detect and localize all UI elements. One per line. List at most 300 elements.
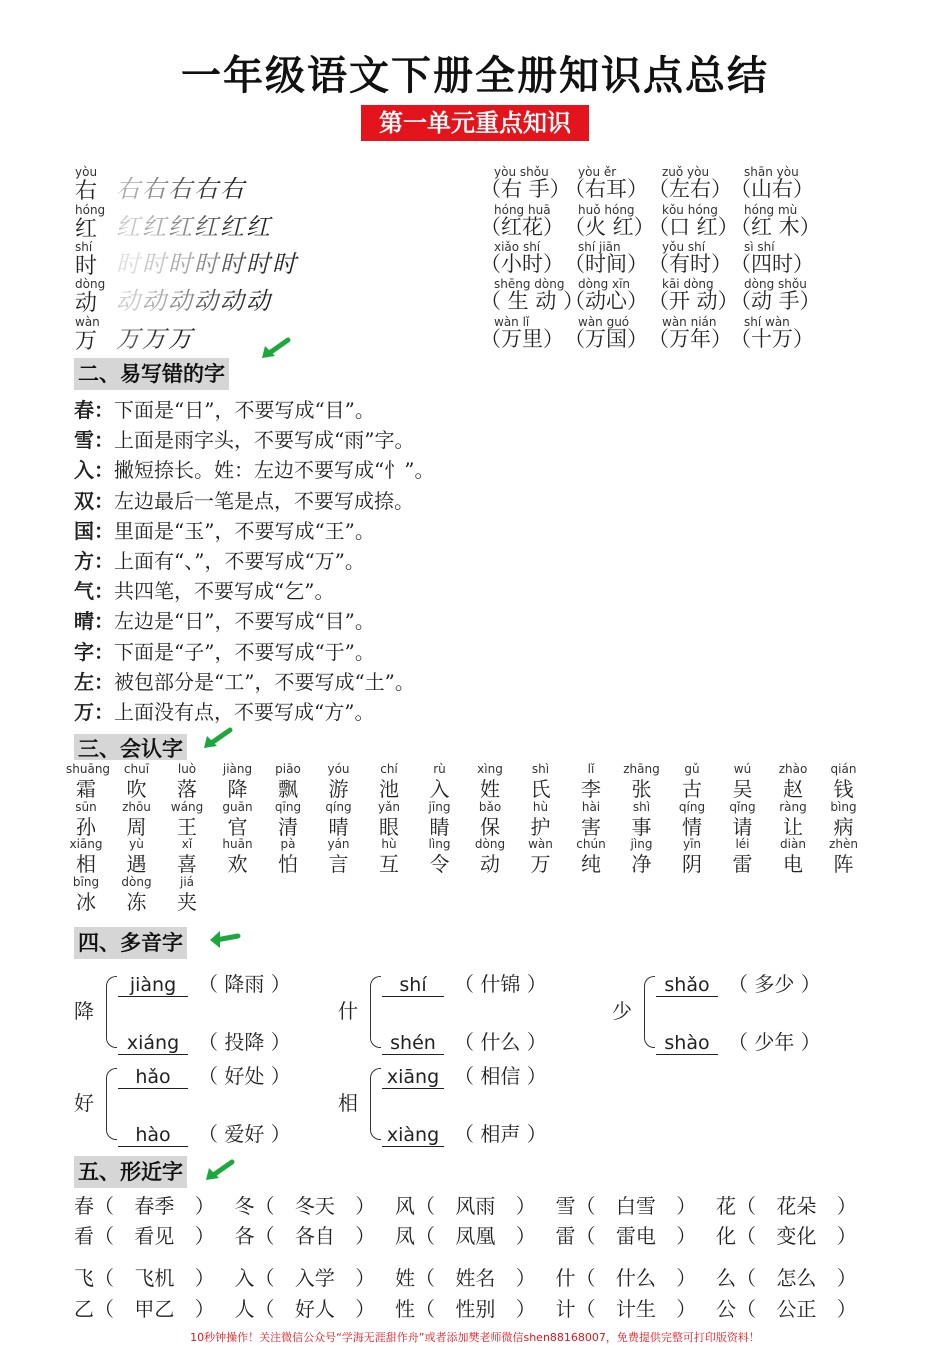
paren-open: （ — [198, 1030, 225, 1054]
similar-word: 性别 — [455, 1297, 496, 1321]
section-title-similar: 五、形近字 — [74, 1156, 187, 1188]
trace-char: 右 — [116, 175, 142, 203]
similar-item — [716, 1293, 857, 1322]
rule-char: 入： — [74, 458, 114, 483]
similar-word: 什么 — [615, 1266, 656, 1290]
poly-word: 多少 — [754, 972, 795, 996]
paren-open: （ — [254, 1224, 281, 1248]
trace-char: 右 — [142, 175, 168, 203]
similar-word: 看见 — [134, 1224, 175, 1248]
word-pinyin: shān yòu — [744, 165, 799, 179]
word: （十万） — [730, 327, 814, 351]
recog-char — [66, 800, 106, 840]
paren-close: ） — [794, 1030, 821, 1054]
poly-word: 相声 — [480, 1122, 521, 1146]
recog-pinyin: xìng — [477, 762, 503, 776]
brace-icon — [370, 976, 381, 1048]
rule-text: 撇短捺长。姓：左边不要写成“忄”。 — [114, 458, 435, 483]
rule-char: 晴： — [74, 609, 114, 634]
rule-char: 万： — [74, 700, 114, 724]
rule-text: 左边是“日”，不要写成“目”。 — [114, 609, 375, 634]
similar-item — [395, 1293, 536, 1322]
similar-item — [556, 1220, 697, 1249]
recog-char — [117, 800, 157, 840]
recog-char — [773, 762, 813, 802]
recog-pinyin: bìng — [830, 800, 857, 814]
similar-word: 冬天 — [294, 1194, 335, 1218]
word-pinyin: huǒ hóng — [578, 203, 635, 217]
brace-icon — [644, 976, 655, 1048]
recog-hanzi: 王 — [177, 815, 197, 839]
trace-char: 时 — [168, 250, 194, 278]
recog-hanzi: 清 — [278, 815, 298, 839]
word: （左右） — [648, 177, 732, 201]
similar-char: 姓 — [395, 1266, 415, 1290]
recog-char — [369, 837, 409, 877]
recog-pinyin: shì — [632, 800, 651, 814]
recog-pinyin: shuāng — [66, 762, 111, 776]
word: （时间） — [564, 252, 648, 276]
word-pinyin: wàn lǐ — [494, 315, 530, 329]
poly-word: 爱好 — [224, 1122, 265, 1146]
poly-item — [118, 1026, 291, 1055]
paren-open: （ — [415, 1194, 442, 1218]
recog-pinyin: yù — [129, 837, 144, 851]
word-pinyin: kāi dòng — [662, 277, 714, 291]
recog-hanzi: 吹 — [126, 777, 147, 801]
paren-close: ） — [348, 1297, 376, 1321]
recog-char — [369, 800, 409, 840]
recog-pinyin: ràng — [779, 800, 807, 814]
word-pinyin: wàn guó — [578, 315, 630, 329]
rule-char: 气： — [74, 579, 114, 604]
similar-word: 春季 — [134, 1194, 175, 1218]
rule-line — [74, 545, 365, 574]
recog-char — [268, 762, 308, 802]
recog-char — [167, 762, 207, 802]
recog-char — [167, 875, 207, 915]
similar-char: 性 — [395, 1297, 415, 1321]
paren-open: （ — [454, 972, 481, 996]
brace-icon — [106, 1068, 117, 1140]
paren-close: ） — [830, 1224, 857, 1248]
recog-hanzi: 降 — [227, 777, 248, 801]
rule-text: 上面没有点，不要写成“方”。 — [114, 700, 375, 724]
recog-char — [723, 800, 763, 840]
word: （右 手） — [480, 177, 571, 201]
word: （小时） — [480, 252, 564, 276]
poly-word: 少年 — [754, 1030, 795, 1054]
poly-item — [382, 1118, 547, 1147]
recog-hanzi: 护 — [530, 815, 551, 839]
recog-pinyin: rù — [433, 762, 446, 776]
poly-word: 什锦 — [480, 972, 521, 996]
paren-close: ） — [348, 1266, 376, 1290]
paren-close: ） — [348, 1224, 376, 1248]
rule-text: 左边最后一笔是点，不要写成捺。 — [114, 488, 414, 513]
rule-line — [74, 575, 334, 604]
trace-char: 时 — [220, 250, 246, 278]
poly-pinyin: xiáng — [118, 1032, 188, 1055]
rule-char: 双： — [74, 488, 114, 513]
paren-close: ） — [669, 1194, 697, 1218]
recog-hanzi: 孙 — [76, 815, 96, 839]
word-pinyin: yòu shǒu — [494, 165, 549, 179]
poly-item — [382, 968, 547, 997]
paren-close: ） — [188, 1266, 215, 1290]
similar-char: 么 — [716, 1266, 736, 1290]
similar-word: 入学 — [294, 1266, 335, 1290]
green-arrow-icon — [258, 336, 292, 362]
recog-pinyin: jiá — [179, 875, 195, 889]
recog-char — [571, 837, 611, 877]
recog-hanzi: 氏 — [530, 777, 551, 801]
recog-char — [521, 762, 561, 802]
trace-row — [116, 244, 298, 279]
trace-char: 动 — [194, 287, 220, 315]
rule-char: 雪： — [74, 428, 114, 453]
similar-word: 各自 — [294, 1224, 335, 1248]
word-pinyin: xiǎo shí — [494, 240, 541, 254]
recog-char — [824, 837, 864, 877]
recog-hanzi: 欢 — [227, 852, 248, 876]
recog-pinyin: luò — [177, 762, 197, 776]
rule-text: 上面是雨字头，不要写成“雨”字。 — [114, 428, 415, 453]
recog-hanzi: 池 — [379, 777, 399, 801]
word-pinyin: yǒu shí — [662, 240, 706, 254]
recog-pinyin: jìng — [630, 837, 653, 851]
similar-word: 飞机 — [134, 1266, 175, 1290]
word-pinyin: dòng xīn — [578, 277, 631, 291]
green-arrow-icon — [200, 726, 234, 752]
paren-close: ） — [509, 1266, 536, 1290]
recog-pinyin: guān — [222, 800, 253, 814]
recog-pinyin: qǐng — [729, 800, 756, 814]
recog-char — [66, 837, 106, 877]
recog-pinyin: yǎn — [377, 800, 401, 814]
trace-char: 右 — [168, 175, 194, 203]
section-title-error-chars: 二、易写错的字 — [74, 358, 229, 390]
similar-word: 公正 — [776, 1297, 817, 1321]
trace-char: 万 — [142, 325, 168, 353]
recog-pinyin: yán — [327, 837, 350, 851]
rule-char: 春： — [74, 398, 114, 422]
recog-char — [117, 875, 157, 915]
rule-char: 国： — [74, 518, 114, 543]
paren-open: （ — [575, 1266, 602, 1290]
poly-pinyin: shén — [382, 1032, 444, 1055]
section-title-recognize: 三、会认字 — [74, 734, 187, 760]
poly-char: 相 — [338, 1091, 358, 1115]
recog-pinyin: xǐ — [181, 837, 193, 851]
recog-hanzi: 周 — [126, 815, 147, 839]
recog-pinyin: yīn — [682, 837, 702, 851]
recog-hanzi: 游 — [328, 777, 349, 801]
recog-pinyin: wàn — [528, 837, 553, 851]
recog-char — [319, 837, 359, 877]
trace-row — [116, 207, 272, 242]
recog-pinyin: léi — [735, 837, 750, 851]
recog-pinyin: bǎo — [478, 800, 502, 814]
similar-char: 什 — [555, 1266, 576, 1290]
word-pinyin: shí jiān — [578, 240, 621, 254]
char: 万 — [75, 329, 98, 354]
recog-pinyin: qīng — [274, 800, 302, 814]
recog-hanzi: 眼 — [379, 815, 399, 839]
paren-open: （ — [198, 1122, 225, 1146]
paren-close: ） — [830, 1297, 857, 1321]
recog-char — [672, 837, 712, 877]
recog-char — [268, 837, 308, 877]
similar-item — [556, 1190, 697, 1219]
char-pinyin: shí — [75, 240, 93, 254]
rule-line — [74, 454, 434, 483]
similar-char: 公 — [716, 1297, 736, 1321]
recog-char — [521, 800, 561, 840]
paren-close: ） — [520, 1122, 547, 1146]
paren-close: ） — [509, 1194, 536, 1218]
word-pinyin: kǒu hóng — [662, 203, 718, 217]
poly-pinyin: xiàng — [382, 1124, 444, 1147]
footer-note: 10秒钟操作！关注微信公众号“学海无涯甜作舟”或者添加樊老师微信shen88168007，免费提供完整可打印版资料！ — [190, 1331, 760, 1344]
poly-pinyin: jiàng — [118, 974, 188, 997]
recog-hanzi: 害 — [581, 815, 601, 839]
word-pinyin: wàn nián — [662, 315, 717, 329]
paren-close: ） — [264, 1122, 291, 1146]
paren-open: （ — [728, 1030, 755, 1054]
poly-word: 什么 — [480, 1030, 521, 1054]
paren-open: （ — [94, 1194, 121, 1218]
paren-open: （ — [736, 1194, 763, 1218]
paren-close: ） — [509, 1224, 536, 1248]
recog-pinyin: huān — [222, 837, 253, 851]
word: （万里） — [480, 327, 564, 351]
recog-hanzi: 晴 — [328, 815, 349, 839]
recog-char — [117, 762, 157, 802]
similar-char: 计 — [555, 1297, 576, 1321]
paren-close: ） — [669, 1297, 697, 1321]
poly-item — [118, 968, 291, 997]
recog-char — [824, 762, 864, 802]
recog-pinyin: zhāng — [623, 762, 660, 776]
rule-line — [74, 605, 375, 634]
recog-pinyin: dòng — [121, 875, 152, 889]
trace-char: 动 — [246, 287, 272, 315]
recog-hanzi: 怕 — [278, 852, 298, 876]
recog-hanzi: 李 — [581, 777, 601, 801]
recog-pinyin: zhōu — [122, 800, 151, 814]
similar-item — [395, 1262, 536, 1291]
poly-pinyin: shào — [656, 1032, 718, 1055]
recog-pinyin: lìng — [428, 837, 451, 851]
paren-open: （ — [415, 1266, 442, 1290]
rule-line — [74, 636, 375, 665]
recog-hanzi: 冻 — [126, 890, 147, 914]
paren-close: ） — [348, 1194, 376, 1218]
paren-open: （ — [736, 1224, 763, 1248]
similar-word: 凤凰 — [455, 1224, 496, 1248]
recog-hanzi: 情 — [682, 815, 702, 839]
paren-close: ） — [264, 1030, 291, 1054]
recog-hanzi: 保 — [480, 815, 500, 839]
recog-char — [470, 762, 510, 802]
recog-pinyin: qíng — [678, 800, 706, 814]
poly-pinyin: shí — [382, 974, 444, 997]
brace-icon — [370, 1068, 381, 1140]
similar-char: 花 — [716, 1194, 736, 1218]
recog-char — [218, 837, 258, 877]
paren-close: ） — [509, 1297, 536, 1321]
recog-hanzi: 令 — [429, 852, 450, 876]
similar-char: 风 — [395, 1194, 415, 1218]
trace-row — [116, 281, 272, 316]
paren-open: （ — [94, 1266, 121, 1290]
recog-hanzi: 阴 — [682, 852, 702, 876]
poly-item — [382, 1026, 547, 1055]
similar-item — [395, 1220, 536, 1249]
recog-hanzi: 张 — [631, 777, 652, 801]
recog-hanzi: 夹 — [177, 890, 197, 914]
similar-word: 计生 — [615, 1297, 656, 1321]
recog-hanzi: 冰 — [76, 890, 96, 914]
poly-item — [382, 1060, 547, 1089]
recog-hanzi: 阵 — [833, 852, 854, 876]
word-pinyin: hóng mù — [744, 203, 798, 217]
recog-pinyin: chí — [380, 762, 398, 776]
similar-char: 乙 — [74, 1297, 94, 1321]
similar-item — [716, 1262, 857, 1291]
rule-char: 方： — [74, 549, 114, 573]
paren-open: （ — [575, 1297, 602, 1321]
word: （ 生 动 ） — [480, 289, 585, 313]
similar-item — [395, 1190, 536, 1219]
word: （红 木） — [730, 215, 821, 239]
char-pinyin: dòng — [75, 277, 106, 291]
recog-pinyin: wáng — [170, 800, 204, 814]
similar-word: 好人 — [294, 1297, 335, 1321]
similar-char: 化 — [716, 1224, 736, 1248]
similar-item — [74, 1262, 215, 1291]
recog-hanzi: 事 — [631, 815, 652, 839]
paren-open: （ — [575, 1224, 602, 1248]
recog-char — [268, 800, 308, 840]
recog-char — [723, 837, 763, 877]
similar-item — [235, 1293, 376, 1322]
word: （火 红） — [564, 215, 655, 239]
word-pinyin: zuǒ yòu — [662, 165, 710, 179]
recog-char — [319, 762, 359, 802]
recog-hanzi: 古 — [682, 777, 702, 801]
rule-text: 上面有“、”，不要写成“万”。 — [114, 549, 365, 573]
recog-char — [66, 875, 106, 915]
recog-hanzi: 万 — [530, 852, 551, 876]
recog-char — [723, 762, 763, 802]
paren-close: ） — [830, 1266, 857, 1290]
paren-open: （ — [254, 1297, 281, 1321]
similar-char: 冬 — [234, 1194, 255, 1218]
recog-hanzi: 言 — [328, 852, 349, 876]
char-pinyin: hóng — [75, 203, 106, 217]
trace-char: 红 — [142, 213, 168, 241]
green-arrow-icon — [202, 1158, 236, 1184]
word-pinyin: yòu ěr — [578, 165, 617, 179]
word: （四时） — [730, 252, 814, 276]
rule-char: 左： — [74, 669, 114, 694]
poly-item — [656, 1026, 821, 1055]
trace-char: 时 — [272, 250, 298, 278]
word-pinyin: dòng shǒu — [744, 277, 807, 291]
recog-char — [773, 837, 813, 877]
word: （万年） — [648, 327, 732, 351]
recog-hanzi: 喜 — [177, 852, 197, 876]
similar-word: 雷电 — [615, 1224, 656, 1248]
poly-char: 好 — [74, 1091, 94, 1115]
similar-word: 花朵 — [776, 1194, 817, 1218]
paren-close: ） — [520, 1064, 547, 1088]
word: （右耳） — [564, 177, 648, 201]
similar-word: 甲乙 — [134, 1297, 175, 1321]
recog-pinyin: shì — [531, 762, 550, 776]
recog-pinyin: hù — [381, 837, 397, 851]
unit-title: 第一单元重点知识 — [361, 105, 589, 141]
recog-pinyin: jiàng — [222, 762, 253, 776]
recog-char — [773, 800, 813, 840]
paren-open: （ — [728, 972, 755, 996]
trace-char: 红 — [168, 213, 194, 241]
trace-char: 红 — [220, 213, 246, 241]
rule-line — [74, 696, 374, 725]
recog-hanzi: 请 — [732, 815, 753, 839]
recog-char — [672, 762, 712, 802]
page-title: 一年级语文下册全册知识点总结 — [181, 53, 769, 99]
rule-text: 共四笔，不要写成“乞”。 — [114, 579, 335, 604]
similar-item — [74, 1293, 215, 1322]
trace-char: 时 — [116, 250, 142, 278]
rule-line — [74, 485, 414, 514]
similar-item — [74, 1190, 215, 1219]
word-pinyin: shí wàn — [744, 315, 790, 329]
recog-pinyin: dòng — [474, 837, 506, 851]
paren-close: ） — [188, 1224, 215, 1248]
trace-char: 万 — [168, 325, 194, 353]
rule-line — [74, 424, 414, 453]
trace-char: 右 — [194, 175, 220, 203]
poly-char: 什 — [338, 999, 358, 1023]
similar-word: 变化 — [776, 1224, 817, 1248]
recog-pinyin: sūn — [75, 800, 97, 814]
paren-open: （ — [254, 1194, 281, 1218]
poly-pinyin: shǎo — [656, 974, 718, 997]
word: （山右） — [730, 177, 814, 201]
similar-char: 凤 — [395, 1224, 415, 1248]
paren-close: ） — [264, 1064, 291, 1088]
recog-char — [824, 800, 864, 840]
recog-pinyin: lǐ — [587, 762, 595, 776]
similar-word: 白雪 — [615, 1194, 656, 1218]
recog-hanzi: 病 — [833, 815, 854, 839]
recog-char — [369, 762, 409, 802]
similar-char: 飞 — [74, 1266, 94, 1290]
paren-close: ） — [669, 1266, 697, 1290]
recog-char — [571, 800, 611, 840]
word-pinyin: shēng dòng — [494, 277, 565, 291]
paren-open: （ — [575, 1194, 602, 1218]
paren-close: ） — [794, 972, 821, 996]
char-pinyin: wàn — [75, 315, 100, 329]
poly-item — [656, 968, 821, 997]
poly-word: 降雨 — [224, 972, 265, 996]
paren-open: （ — [198, 1064, 225, 1088]
